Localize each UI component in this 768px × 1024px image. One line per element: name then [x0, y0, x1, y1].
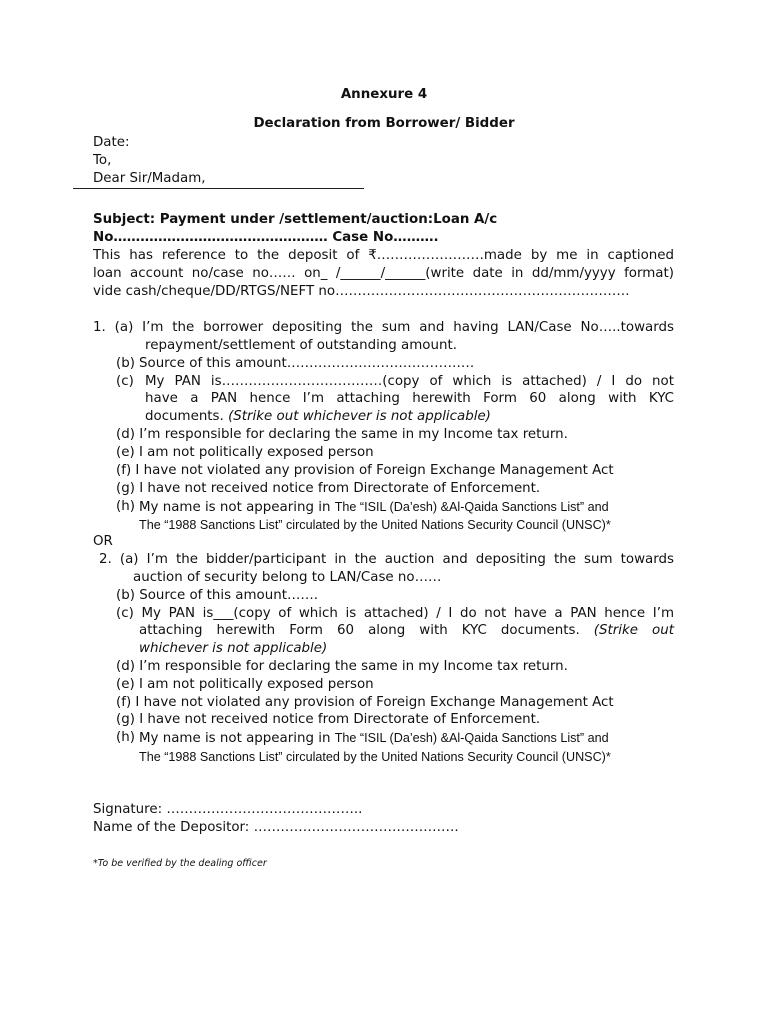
footnote: *To be verified by the dealing officer	[93, 858, 267, 869]
s2-item-e: (e) I am not politically exposed person	[116, 677, 374, 692]
s1-item-h-line-1	[139, 498, 609, 517]
declaration-title: Declaration from Borrower/ Bidder	[253, 116, 515, 131]
s1-item-c-label: (c)	[116, 374, 134, 389]
s2-item-c-line-1: (c) My PAN is___(copy of which is attached) / I do not have a PAN hence I’m	[116, 606, 674, 621]
s2-item-f: (f) I have not violated any provision of Foreign Exchange Management Act	[116, 695, 614, 710]
s2-item-h-line-1-text: My name is not appearing in	[139, 731, 335, 746]
s2-item-h-label: (h)	[116, 730, 135, 745]
signature-line: Signature: ……………………………………..	[93, 802, 363, 817]
s2-item-h-line-1	[139, 729, 609, 748]
or-separator: OR	[93, 534, 113, 549]
s1-item-c-line-3	[145, 408, 491, 426]
s2-item-a-line-1: 2. (a) I’m the bidder/participant in the auction and depositing the sum towards	[99, 552, 674, 567]
to-line: To,	[93, 153, 112, 168]
subject-line-1: Subject: Payment under /settlement/auction:Loan A/c	[93, 212, 498, 227]
s2-item-c-line-3: whichever is not applicable)	[139, 641, 328, 656]
s1-item-h-line-2: The “1988 Sanctions List” circulated by the United Nations Security Council (UNSC)*	[139, 518, 611, 532]
date-line: Date:	[93, 135, 130, 150]
s1-item-e: (e) I am not politically exposed person	[116, 445, 374, 460]
s1-item-c-line-1: My PAN is………………………………(copy of which is attached) / I do not	[145, 374, 674, 389]
s1-item-h-sanctions-list: The “ISIL (Da’esh) &Al-Qaida Sanctions List” and	[334, 500, 609, 514]
divider-line	[73, 188, 364, 189]
s2-item-d: (d) I’m responsible for declaring the same in my Income tax return.	[116, 659, 568, 674]
s1-item-g: (g) I have not received notice from Directorate of Enforcement.	[116, 481, 541, 496]
s1-item-b-text: Source of this amount……………………………………	[139, 356, 475, 371]
s2-item-a-line-2: auction of security belong to LAN/Case no……	[133, 570, 442, 585]
salutation-line: Dear Sir/Madam,	[93, 171, 206, 186]
s2-item-h-line-2: The “1988 Sanctions List” circulated by the United Nations Security Council (UNSC)*	[139, 750, 611, 764]
s1-item-a-line-1: 1. (a) I’m the borrower depositing the sum and having LAN/Case No…..towards	[93, 320, 674, 335]
s1-item-d: (d) I’m responsible for declaring the same in my Income tax return.	[116, 427, 568, 442]
s1-item-a-line-2: repayment/settlement of outstanding amount.	[145, 338, 457, 353]
s2-item-h-sanctions-list: The “ISIL (Da’esh) &Al-Qaida Sanctions List” and	[334, 731, 609, 745]
s1-item-h-label: (h)	[116, 499, 135, 514]
intro-line-1: This has reference to the deposit of ₹……………………made by me in captioned	[93, 248, 674, 263]
s2-item-b: (b) Source of this amount…….	[116, 588, 319, 603]
s1-item-h-line-1-text: My name is not appearing in	[139, 500, 335, 515]
intro-line-3: vide cash/cheque/DD/RTGS/NEFT no…………………………………………………………	[93, 284, 630, 299]
subject-line-2: No………………………………………… Case No……….	[93, 230, 439, 245]
s1-item-b-label: (b)	[116, 356, 135, 371]
s2-item-c-line-2	[139, 622, 674, 640]
s1-item-c-strike-note: (Strike out whichever is not applicable)	[228, 409, 491, 424]
s1-item-c-line-2: have a PAN hence I’m attaching herewith Form 60 along with KYC	[145, 391, 674, 406]
intro-line-2: loan account no/case no…… on_ /______/______(write date in dd/mm/yyyy format)	[93, 266, 674, 281]
s2-item-g: (g) I have not received notice from Directorate of Enforcement.	[116, 712, 541, 727]
s1-item-f: (f) I have not violated any provision of Foreign Exchange Management Act	[116, 463, 614, 478]
s2-item-c-line-2-text: attaching herewith Form 60 along with KYC documents.	[139, 623, 594, 638]
s2-item-c-strike-note-start: (Strike out	[593, 623, 674, 638]
depositor-name-line: Name of the Depositor: ……………………………………….	[93, 820, 459, 835]
annexure-heading: Annexure 4	[340, 87, 428, 102]
s1-item-c-line-3-text: documents.	[145, 409, 229, 424]
